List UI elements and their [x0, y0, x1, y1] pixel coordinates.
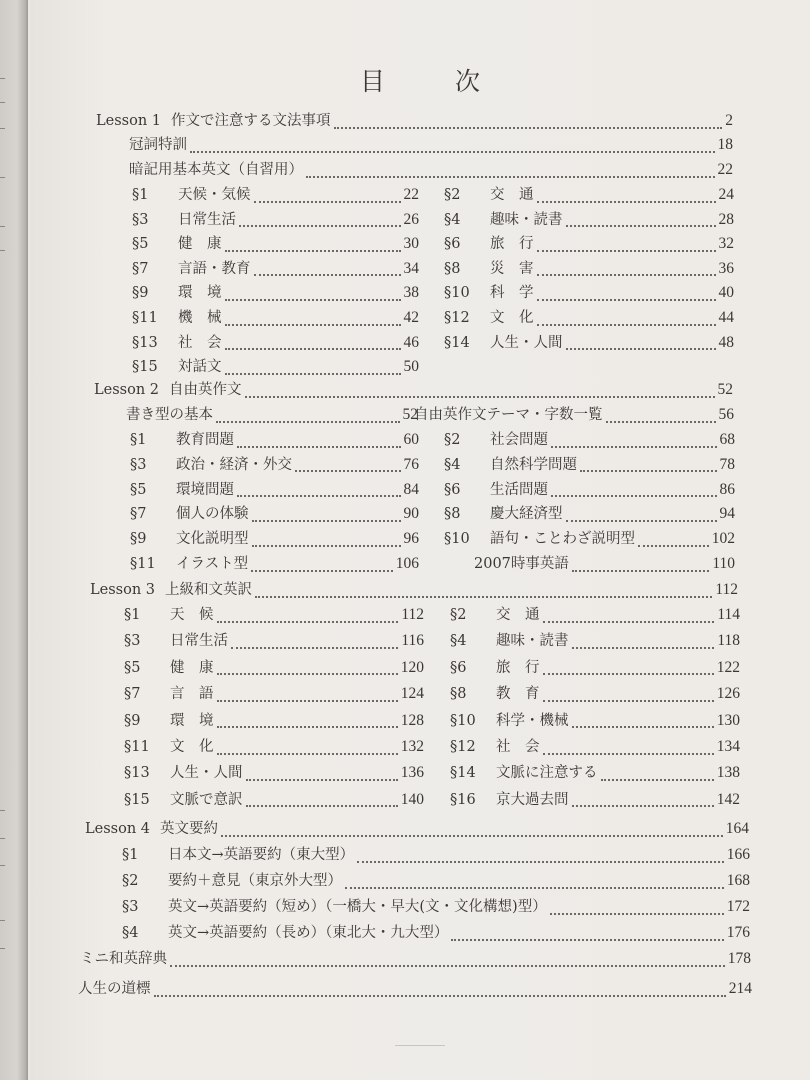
- page-number: 26: [403, 210, 419, 228]
- lesson-title: 自由英作文: [169, 382, 242, 398]
- leader-dots: [580, 461, 717, 472]
- subsection-title: 冠詞特訓: [129, 137, 187, 153]
- toc-section[interactable]: [444, 453, 735, 477]
- section-number: §15: [124, 791, 150, 808]
- leader-dots: [239, 216, 401, 227]
- leader-dots: [543, 664, 714, 675]
- toc-appendix-signpost[interactable]: [78, 977, 752, 1001]
- lesson-title: 英文要約: [160, 821, 218, 837]
- page-number: 68: [719, 431, 735, 448]
- section-number: §8: [444, 506, 461, 523]
- section-title: 健 康: [178, 236, 222, 253]
- toc-section[interactable]: [130, 527, 419, 551]
- leader-dots: [606, 412, 716, 423]
- section-title: 京大過去問: [496, 791, 569, 808]
- toc-subsection[interactable]: [126, 403, 418, 427]
- toc-lesson-3[interactable]: [90, 578, 738, 602]
- section-title: 健 康: [170, 659, 214, 676]
- toc-section[interactable]: [132, 306, 419, 330]
- toc-section[interactable]: [450, 709, 740, 733]
- edge-tick: [0, 920, 5, 921]
- page-number: 112: [401, 606, 424, 623]
- section-title: 対話文: [178, 359, 222, 376]
- page-number: 120: [400, 658, 424, 676]
- section-title: 日常生活: [178, 211, 236, 228]
- lesson-title: 作文で注意する文法事項: [171, 113, 331, 129]
- page-number: 40: [718, 284, 734, 302]
- leader-dots: [190, 142, 715, 153]
- toc-section[interactable]: [444, 232, 734, 256]
- section-title: 言 語: [170, 686, 214, 703]
- leader-dots: [170, 956, 725, 967]
- toc-section[interactable]: [132, 232, 419, 256]
- subsection-title: 暗記用基本英文（自習用）: [129, 162, 303, 178]
- page-number: 134: [716, 738, 740, 755]
- section-number: §9: [132, 285, 149, 302]
- edge-tick: [0, 226, 5, 227]
- toc-section[interactable]: [130, 552, 419, 576]
- page-number: 96: [403, 530, 419, 548]
- section-title: 教 育: [496, 686, 540, 703]
- page-number: 36: [718, 259, 734, 277]
- section-title: 趣味・読書: [496, 633, 569, 650]
- section-number: §10: [444, 531, 470, 548]
- page-title-char-2: 次: [455, 67, 481, 96]
- page-number: 52: [717, 381, 733, 398]
- section-number: §7: [124, 686, 141, 703]
- section-title: 2007時事英語: [474, 556, 569, 572]
- leader-dots: [254, 265, 401, 276]
- section-number: §7: [130, 506, 147, 523]
- section-number: §3: [122, 899, 139, 915]
- leader-dots: [225, 315, 401, 326]
- toc-section[interactable]: [122, 921, 750, 945]
- edge-tick: [0, 838, 5, 839]
- section-title: 天 候: [170, 607, 214, 623]
- section-title: 旅 行: [490, 236, 534, 253]
- page-number: 32: [718, 235, 734, 253]
- section-number: §14: [450, 765, 476, 782]
- section-title: 文脈に注意する: [496, 765, 598, 782]
- toc-lesson-2[interactable]: [94, 378, 733, 402]
- leader-dots: [537, 265, 716, 276]
- page-number: 122: [716, 658, 740, 676]
- leader-dots: [566, 216, 716, 227]
- section-number: §5: [124, 659, 141, 676]
- section-number: §2: [444, 432, 461, 448]
- leader-dots: [254, 192, 401, 203]
- leader-dots: [334, 118, 723, 129]
- page-number: 22: [717, 161, 733, 178]
- toc-lesson-4[interactable]: [85, 817, 749, 841]
- leader-dots: [572, 796, 714, 807]
- page-title-char-1: 目: [359, 67, 385, 96]
- lesson-label: Lesson 4: [85, 821, 150, 837]
- toc-section[interactable]: [444, 281, 734, 305]
- page-number: 140: [400, 790, 424, 808]
- page-number: 126: [716, 685, 740, 703]
- toc-section[interactable]: [444, 502, 735, 526]
- toc-section[interactable]: [124, 709, 424, 733]
- section-number: §10: [444, 285, 470, 302]
- section-title: 文化説明型: [176, 531, 249, 548]
- page-number: 22: [403, 186, 419, 203]
- section-title: 科 学: [490, 285, 534, 302]
- toc-section[interactable]: [450, 735, 740, 759]
- toc-section[interactable]: [122, 843, 750, 867]
- section-title: 環 境: [170, 712, 214, 729]
- page-number: 76: [403, 455, 419, 473]
- leader-dots: [551, 486, 717, 497]
- leader-dots: [246, 796, 398, 807]
- page-number: 38: [403, 284, 419, 302]
- page-number: 138: [716, 764, 740, 782]
- section-number: §13: [124, 765, 150, 782]
- toc-lesson-1[interactable]: [96, 109, 733, 133]
- leader-dots: [237, 437, 401, 448]
- edge-tick: [0, 78, 5, 79]
- section-number: §8: [450, 686, 467, 703]
- page-number: 142: [716, 790, 740, 808]
- toc-section[interactable]: [450, 788, 740, 812]
- section-title: 環境問題: [176, 481, 234, 498]
- section-title: 語句・ことわざ説明型: [490, 531, 635, 548]
- appendix-title: 人生の道標: [78, 981, 151, 997]
- section-number: §7: [132, 260, 149, 277]
- section-title: 災 害: [490, 260, 534, 277]
- page-number: 52: [402, 406, 418, 423]
- section-title: 天候・気候: [178, 187, 251, 203]
- lesson-label: Lesson 3: [90, 582, 155, 598]
- toc-section[interactable]: [124, 603, 424, 627]
- leader-dots: [543, 744, 714, 755]
- section-number: §11: [130, 556, 156, 572]
- page-number: 132: [400, 738, 424, 755]
- leader-dots: [550, 904, 724, 915]
- leader-dots: [217, 612, 399, 623]
- toc-section[interactable]: [444, 257, 734, 281]
- section-number: §15: [132, 359, 158, 376]
- toc-subsection[interactable]: [129, 133, 733, 157]
- section-number: §5: [132, 236, 149, 253]
- section-number: §1: [122, 847, 139, 863]
- lesson-title: 上級和文英訳: [165, 582, 252, 598]
- leader-dots: [537, 192, 716, 203]
- toc-appendix-dictionary[interactable]: [80, 947, 751, 971]
- leader-dots: [217, 664, 398, 675]
- section-number: §11: [132, 310, 158, 326]
- toc-section[interactable]: [444, 527, 735, 551]
- leader-dots: [306, 167, 715, 178]
- section-title: 生活問題: [490, 481, 548, 498]
- section-title: 社 会: [496, 739, 540, 755]
- toc-section[interactable]: [450, 682, 740, 706]
- section-number: §10: [450, 712, 476, 729]
- leader-dots: [357, 852, 724, 863]
- toc-section[interactable]: [450, 656, 740, 680]
- toc-section[interactable]: [444, 183, 734, 207]
- section-title: 機 械: [178, 310, 222, 326]
- leader-dots: [255, 587, 712, 598]
- page-number: 50: [403, 358, 419, 376]
- leader-dots: [225, 290, 401, 301]
- section-number: §9: [124, 712, 141, 729]
- subsection-title: 書き型の基本: [126, 407, 213, 423]
- leader-dots: [217, 717, 398, 728]
- page-number: 84: [403, 480, 419, 498]
- toc-subsection[interactable]: [129, 158, 733, 182]
- section-number: §4: [450, 633, 467, 650]
- toc-section[interactable]: [444, 306, 734, 330]
- section-number: §14: [444, 334, 470, 351]
- section-number: §1: [124, 607, 141, 623]
- toc-section[interactable]: [450, 603, 740, 627]
- toc-section[interactable]: [124, 656, 424, 680]
- leader-dots: [543, 612, 715, 623]
- toc-section[interactable]: [444, 208, 734, 232]
- leader-dots: [572, 717, 714, 728]
- page-number: 168: [726, 872, 750, 889]
- section-title: 要約＋意見（東京外大型）: [168, 873, 342, 889]
- toc-section[interactable]: [124, 761, 424, 785]
- section-number: §8: [444, 260, 461, 277]
- section-number: §16: [450, 791, 476, 808]
- section-number: §4: [122, 925, 139, 941]
- section-title: 趣味・読書: [490, 211, 563, 228]
- section-title: イラスト型: [176, 556, 249, 572]
- page-number: 166: [726, 846, 750, 863]
- page-number: 102: [711, 530, 735, 548]
- leader-dots: [231, 638, 398, 649]
- section-title: 英文→英語要約（長め）（東北大・九大型）: [168, 925, 449, 941]
- page-number: 2: [725, 112, 733, 129]
- page-number: 114: [717, 606, 740, 623]
- toc-section[interactable]: [124, 682, 424, 706]
- section-title: 文 化: [170, 739, 214, 755]
- section-number: §1: [132, 187, 149, 203]
- leader-dots: [245, 387, 715, 398]
- toc-subsection[interactable]: [414, 403, 734, 427]
- page-number: 48: [718, 333, 734, 351]
- section-title: 科学・機械: [496, 712, 569, 729]
- subsection-title: 自由英作文テーマ・字数一覧: [414, 407, 603, 423]
- toc-section[interactable]: [130, 502, 419, 526]
- section-number: §12: [444, 310, 470, 326]
- edge-tick: [0, 810, 5, 811]
- page-number: 128: [400, 711, 424, 729]
- page-number: 94: [719, 505, 735, 523]
- section-number: §5: [130, 481, 147, 498]
- page-number: 110: [712, 555, 735, 572]
- page-number: 56: [718, 406, 734, 423]
- leader-dots: [451, 930, 723, 941]
- page-number: 24: [718, 186, 734, 203]
- page-number: 112: [715, 581, 738, 598]
- page-number: 28: [718, 210, 734, 228]
- book-page: [30, 0, 810, 1080]
- page-number: 172: [726, 898, 750, 915]
- leader-dots: [225, 241, 401, 252]
- leader-dots: [221, 826, 723, 837]
- toc-section[interactable]: [132, 183, 419, 207]
- section-title: 英文→英語要約（短め）（一橋大・早大(文・文化構想)型）: [168, 899, 547, 915]
- section-number: §13: [132, 334, 158, 351]
- section-title: 自然科学問題: [490, 456, 577, 473]
- section-number: §4: [444, 456, 461, 473]
- leader-dots: [566, 339, 716, 350]
- leader-dots: [572, 561, 709, 572]
- section-title: 文脈で意訳: [170, 791, 243, 808]
- edge-tick: [0, 128, 5, 129]
- page-number: 214: [728, 980, 752, 997]
- toc-section[interactable]: [444, 478, 735, 502]
- section-title: 人生・人間: [490, 334, 563, 351]
- page-number: 136: [400, 764, 424, 782]
- section-number: §3: [124, 633, 141, 650]
- section-number: §3: [130, 456, 147, 473]
- section-title: 旅 行: [496, 659, 540, 676]
- page-footer-ornament: [395, 1045, 445, 1054]
- section-number: §4: [444, 211, 461, 228]
- leader-dots: [251, 561, 393, 572]
- page-number: 30: [403, 235, 419, 253]
- section-title: 教育問題: [176, 432, 234, 448]
- toc-section[interactable]: [124, 735, 424, 759]
- page-number: 106: [395, 555, 419, 572]
- lesson-label: Lesson 2: [94, 382, 159, 398]
- page-number: 44: [718, 309, 734, 326]
- toc-section[interactable]: [132, 331, 419, 355]
- toc-section[interactable]: [450, 761, 740, 785]
- toc-section[interactable]: [450, 629, 740, 653]
- section-title: 慶大経済型: [490, 506, 563, 523]
- page-number: 116: [401, 632, 424, 650]
- toc-section[interactable]: [122, 895, 750, 919]
- toc-section[interactable]: [124, 788, 424, 812]
- section-title: 日常生活: [170, 633, 228, 650]
- leader-dots: [537, 315, 716, 326]
- section-title: 日本文→英語要約（東大型）: [168, 847, 355, 863]
- leader-dots: [252, 511, 401, 522]
- toc-section[interactable]: [444, 428, 735, 452]
- page-number: 178: [727, 950, 751, 967]
- leader-dots: [345, 878, 724, 889]
- edge-tick: [0, 250, 5, 251]
- section-title: 政治・経済・外交: [176, 456, 292, 473]
- leader-dots: [543, 691, 714, 702]
- page-number: 164: [725, 820, 749, 837]
- page-number: 124: [400, 685, 424, 703]
- page-number: 78: [719, 455, 735, 473]
- section-number: §6: [444, 481, 461, 498]
- edge-tick: [0, 102, 5, 103]
- page-number: 176: [726, 924, 750, 941]
- page-number: 34: [403, 259, 419, 277]
- lesson-label: Lesson 1: [96, 113, 161, 129]
- toc-section[interactable]: [474, 552, 735, 576]
- section-title: 交 通: [496, 607, 540, 623]
- section-number: §2: [450, 607, 467, 623]
- section-title: 社会問題: [490, 432, 548, 448]
- section-number: §12: [450, 739, 476, 755]
- section-title: 交 通: [490, 187, 534, 203]
- appendix-title: ミニ和英辞典: [80, 951, 167, 967]
- section-number: §3: [132, 211, 149, 228]
- leader-dots: [537, 290, 716, 301]
- adjacent-page-edge: [0, 0, 28, 1080]
- page-title: [30, 62, 810, 98]
- section-title: 環 境: [178, 285, 222, 302]
- toc-section[interactable]: [132, 355, 419, 379]
- edge-tick: [0, 177, 5, 178]
- page-number: 60: [403, 431, 419, 448]
- section-title: 個人の体験: [176, 506, 249, 523]
- leader-dots: [216, 412, 400, 423]
- toc-section[interactable]: [130, 453, 419, 477]
- toc-section[interactable]: [124, 629, 424, 653]
- leader-dots: [246, 770, 398, 781]
- section-number: §11: [124, 739, 150, 755]
- section-number: §2: [122, 873, 139, 889]
- toc-section[interactable]: [132, 281, 419, 305]
- page-number: 130: [716, 711, 740, 729]
- toc-section[interactable]: [130, 428, 419, 452]
- page-number: 42: [403, 309, 419, 326]
- section-title: 社 会: [178, 334, 222, 351]
- edge-tick: [0, 948, 5, 949]
- page-number: 90: [403, 505, 419, 523]
- page-number: 18: [717, 136, 733, 153]
- leader-dots: [295, 461, 401, 472]
- section-number: §6: [444, 236, 461, 253]
- section-number: §6: [450, 659, 467, 676]
- page-number: 46: [403, 333, 419, 351]
- section-title: 言語・教育: [178, 260, 251, 277]
- section-number: §1: [130, 432, 147, 448]
- leader-dots: [154, 986, 726, 997]
- leader-dots: [551, 437, 717, 448]
- page-number: 118: [717, 632, 740, 650]
- toc-section[interactable]: [444, 331, 734, 355]
- leader-dots: [225, 339, 401, 350]
- section-number: §2: [444, 187, 461, 203]
- toc-section[interactable]: [132, 257, 419, 281]
- page-number: 86: [719, 480, 735, 498]
- leader-dots: [601, 770, 714, 781]
- section-number: §9: [130, 531, 147, 548]
- leader-dots: [252, 536, 401, 547]
- leader-dots: [237, 486, 401, 497]
- toc-section[interactable]: [132, 208, 419, 232]
- section-title: 文 化: [490, 310, 534, 326]
- leader-dots: [566, 511, 717, 522]
- leader-dots: [217, 744, 398, 755]
- leader-dots: [638, 536, 709, 547]
- section-title: 人生・人間: [170, 765, 243, 782]
- leader-dots: [572, 638, 715, 649]
- leader-dots: [225, 364, 401, 375]
- leader-dots: [537, 241, 716, 252]
- edge-tick: [0, 865, 5, 866]
- toc-section[interactable]: [130, 478, 419, 502]
- leader-dots: [217, 691, 398, 702]
- toc-section[interactable]: [122, 869, 750, 893]
